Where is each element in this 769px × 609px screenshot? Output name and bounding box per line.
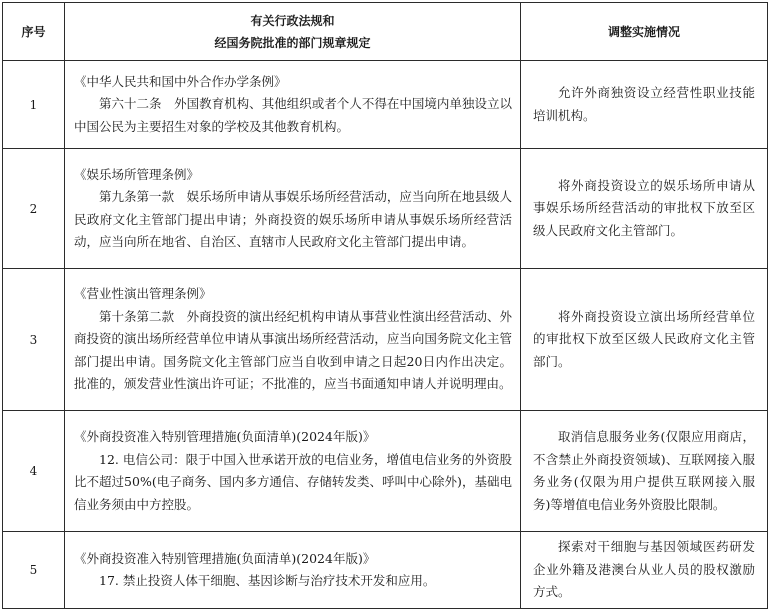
row-serial-number: 1 <box>3 61 65 149</box>
table-row <box>3 149 768 269</box>
row-adjustment <box>521 411 768 532</box>
adjustment-text: 探索对干细胞与基因领域医药研发企业外籍及港澳台从业人员的股权激励方式。 <box>533 539 755 600</box>
table-row <box>3 269 768 411</box>
row-adjustment <box>521 532 768 609</box>
row-regulation <box>65 269 521 411</box>
row-regulation <box>65 532 521 609</box>
header-regulation-line1: 有关行政法规和 <box>250 13 335 28</box>
regulation-title: 《外商投资准入特别管理措施(负面清单)(2024年版)》 <box>74 550 376 566</box>
table-row <box>3 61 768 149</box>
row-serial-number: 4 <box>3 411 65 532</box>
row-serial-number: 5 <box>3 532 65 609</box>
table-row <box>3 411 768 532</box>
regulation-title: 《中华人民共和国中外合作办学条例》 <box>74 73 287 89</box>
row-regulation <box>65 411 521 532</box>
regulation-title: 《营业性演出管理条例》 <box>74 286 212 302</box>
header-serial-number: 序号 <box>3 3 65 61</box>
table-header-row <box>3 3 768 61</box>
row-regulation <box>65 149 521 269</box>
regulation-title: 《外商投资准入特别管理措施(负面清单)(2024年版)》 <box>74 429 376 444</box>
regulation-clause: 12. 电信公司：限于中国入世承诺开放的电信业务，增值电信业务的外资股比不超过50%(电子商务、国内多方通信、存储转发类、呼叫中心除外)，基础电信业务须由中方控股。 <box>74 451 512 512</box>
row-serial-number: 2 <box>3 149 65 269</box>
regulation-title: 《娱乐场所管理条例》 <box>74 166 200 182</box>
row-adjustment <box>521 61 768 149</box>
row-adjustment <box>521 269 768 411</box>
table-row <box>3 532 768 609</box>
adjustment-text: 将外商投资设立的娱乐场所申请从事娱乐场所经营活动的审批权下放至区级人民政府文化主管部门。 <box>533 177 755 238</box>
regulation-clause: 第六十二条 外国教育机构、其他组织或者个人不得在中国境内单独设立以中国公民为主要招生对象的学校及其他教育机构。 <box>74 96 512 134</box>
header-regulation-line2: 经国务院批准的部门规章规定 <box>214 35 371 50</box>
row-regulation <box>65 61 521 149</box>
header-regulation <box>65 3 521 61</box>
regulation-clause: 第九条第一款 娱乐场所申请从事娱乐场所经营活动，应当向所在地县级人民政府文化主管部门提出申请；外商投资的娱乐场所申请从事娱乐场所经营活动，应当向所在地省、自治区、直辖市人民政府文化主管部门提出申请。 <box>74 189 512 249</box>
header-adjustment: 调整实施情况 <box>521 3 768 61</box>
row-serial-number: 3 <box>3 269 65 411</box>
regulation-adjustment-table <box>2 2 768 609</box>
regulation-clause: 第十条第二款 外商投资的演出经纪机构申请从事营业性演出经营活动、外商投资的演出场所经营单位申请从事演出场所经营活动，应当向国务院文化主管部门提出申请。国务院文化主管部门应当自收到申请之日起20日内作出决定。批准的，颁发营业性演出许可证；不批准的，应当书面通知申请人并说明理由。 <box>74 308 512 392</box>
adjustment-text: 将外商投资设立演出场所经营单位的审批权下放至区级人民政府文化主管部门。 <box>533 308 755 369</box>
adjustment-text: 允许外商独资设立经营性职业技能培训机构。 <box>533 85 755 123</box>
regulation-clause: 17. 禁止投资人体干细胞、基因诊断与治疗技术开发和应用。 <box>99 573 436 588</box>
row-adjustment <box>521 149 768 269</box>
adjustment-text: 取消信息服务业务(仅限应用商店，不含禁止外商投资领域)、互联网接入服务业务(仅限为用户提供互联网接入服务)等增值电信业务外资股比限制。 <box>533 429 755 512</box>
